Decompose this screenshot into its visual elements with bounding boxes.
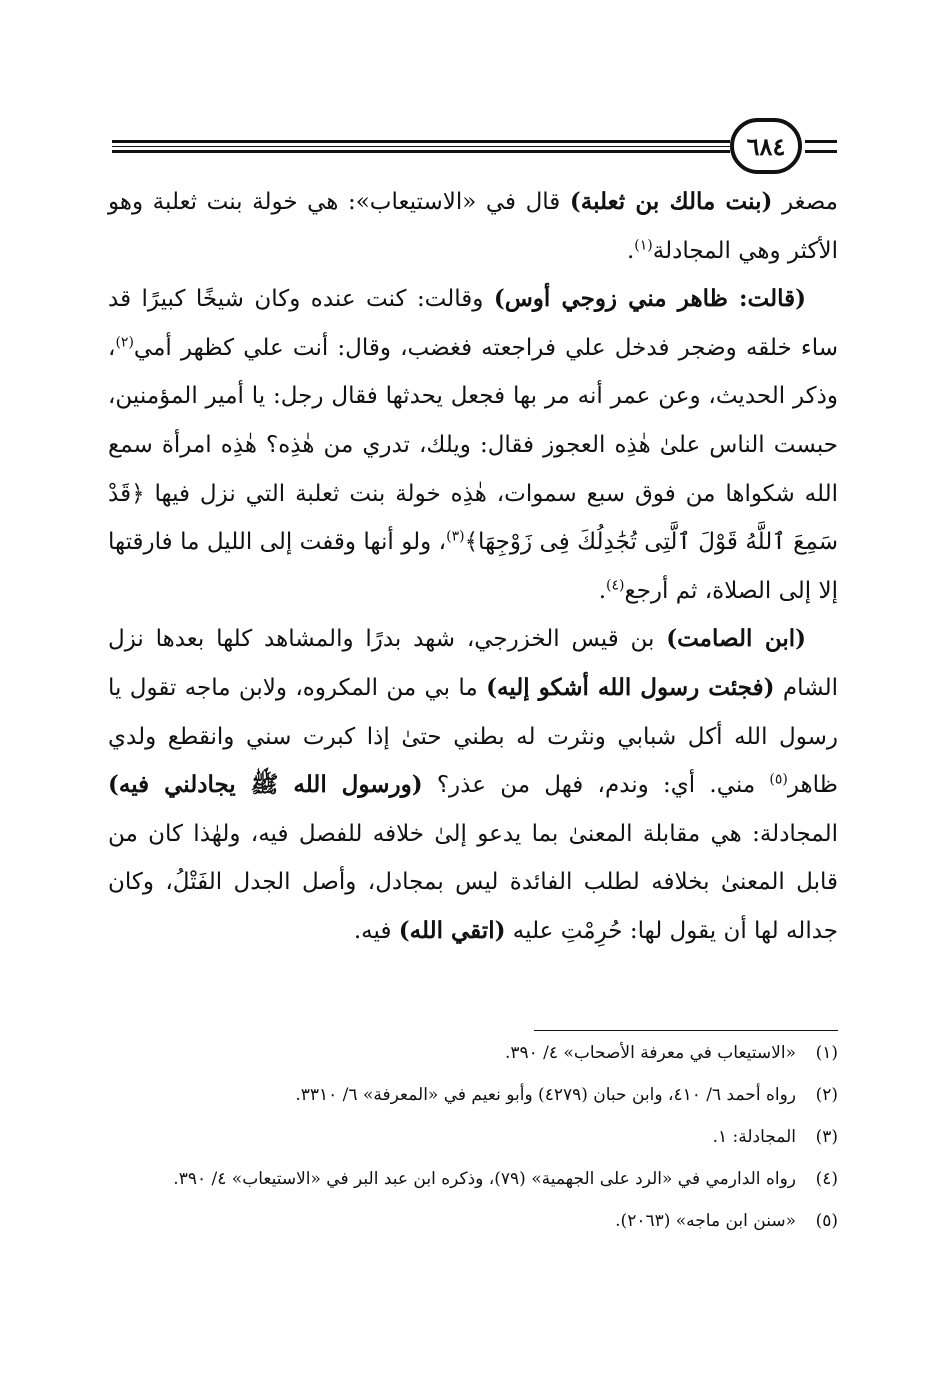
- footnote-reference: (٢): [115, 334, 134, 351]
- text-run: قال في «الاستيعاب»: هي خولة بنت ثعلبة وهو الأكثر وهي المجادلة: [108, 189, 838, 264]
- text-run: المجادلة: هي مقابلة المعنىٰ بما يدعو إلىٰ خلافه للفصل فيه، ولهٰذا كان من قابل المعنىٰ بخلافه لطلب الفائدة ليس بمجادل، وأصل الجدل الفَتْلُ، وكان جداله لها أن يقول لها: حُرِمْتِ عليه: [108, 820, 838, 944]
- bold-phrase: (قالت: ظاهر مني زوجي أوس): [493, 285, 807, 313]
- header-rule: [805, 150, 837, 153]
- bold-phrase: (ورسول الله ﷺ يجادلني فيه): [108, 771, 423, 799]
- footnote-reference: (١): [634, 236, 653, 253]
- bold-phrase: (اتقي الله): [398, 916, 506, 944]
- quran-quote: ﴿قَدْ سَمِعَ ٱللَّهُ قَوْلَ ٱلَّتِى تُجَٰدِلُكَ فِى زَوْجِهَا﴾: [108, 480, 838, 556]
- footnote-text: رواه الدارمي في «الرد على الجهمية» (٧٩)، وذكره ابن عبد البر في «الاستيعاب» ٤/ ٣٩٠.: [173, 1169, 796, 1189]
- text-run: ، وذكر الحديث، وعن عمر أنه مر بها فجعل يحدثها فقال رجل: يا أمير المؤمنين، حبست الناس علىٰ هٰذِه العجوز فقال: ويلك، تدري من هٰذِه؟ هٰذِه امرأة سمع الله شكواها من فوق سبع سموات، هٰذِه خولة بنت ثعلبة التي نزل فيها: [108, 334, 838, 507]
- bold-phrase: (ابن الصامت): [666, 625, 807, 653]
- footnote-text: المجادلة: ١.: [712, 1127, 796, 1147]
- text-run: مصغر: [772, 189, 838, 215]
- bold-phrase: (بنت مالك بن ثعلبة): [569, 188, 773, 215]
- bold-phrase: (فجئت رسول الله أشكو إليه): [486, 673, 775, 701]
- footnote-reference: (٥): [769, 771, 788, 788]
- page-header: [112, 118, 837, 176]
- text-run: وقالت: كنت عنده وكان شيخًا كبيرًا قد ساء خلقه وضجر فدخل علي فراجعته فغضب، وقال: أنت علي كظهر أمي: [108, 286, 838, 361]
- text-run: ما بي من المكروه، ولابن ماجه تقول يا رسول الله أكل شبابي ونثرت له بطني حتىٰ إذا كبرت سني وانقطع ولدي ظاهر: [108, 674, 838, 799]
- footnote-reference: (٣): [446, 528, 465, 545]
- header-rule: [112, 146, 730, 147]
- footnote-number: (٢): [815, 1085, 838, 1105]
- paragraph: [108, 178, 838, 275]
- footnote: [108, 1166, 838, 1193]
- footnote-reference: (٤): [606, 577, 625, 594]
- footnote: [108, 1040, 838, 1067]
- footnote: [108, 1124, 838, 1151]
- text-run: فيه.: [353, 917, 399, 944]
- header-rule: [112, 140, 730, 143]
- text-run: ، ولو أنها وقفت إلى الليل ما فارقتها إلا إلى الصلاة، ثم أرجع: [108, 529, 838, 604]
- footnote-number: (٥): [815, 1211, 838, 1231]
- paragraph: [108, 275, 838, 615]
- text-run: .: [626, 237, 635, 264]
- page-number: ٦٨٤: [730, 118, 802, 174]
- footnote-text: «الاستيعاب في معرفة الأصحاب» ٤/ ٣٩٠.: [504, 1043, 796, 1063]
- footnote-number: (٣): [815, 1127, 838, 1147]
- text-run: بن قيس الخزرجي، شهد بدرًا والمشاهد كلها بعدها نزل الشام: [108, 626, 839, 701]
- header-rule: [805, 140, 837, 143]
- footnote-number: (١): [815, 1043, 838, 1063]
- footnote-text: رواه أحمد ٦/ ٤١٠، وابن حبان (٤٢٧٩) وأبو نعيم في «المعرفة» ٦/ ٣٣١٠.: [295, 1085, 796, 1105]
- footnotes: [108, 1040, 838, 1250]
- paragraph: [108, 615, 838, 955]
- text-run: مني. أي: وندم، فهل من عذر؟: [422, 772, 770, 799]
- footnote-separator: [534, 1030, 838, 1031]
- footnote-text: «سنن ابن ماجه» (٢٠٦٣).: [615, 1211, 796, 1231]
- text-run: .: [598, 577, 606, 604]
- footnote: [108, 1082, 838, 1109]
- footnote-number: (٤): [815, 1169, 838, 1189]
- main-text: [108, 178, 838, 956]
- header-rule: [112, 150, 730, 153]
- footnote: [108, 1208, 838, 1235]
